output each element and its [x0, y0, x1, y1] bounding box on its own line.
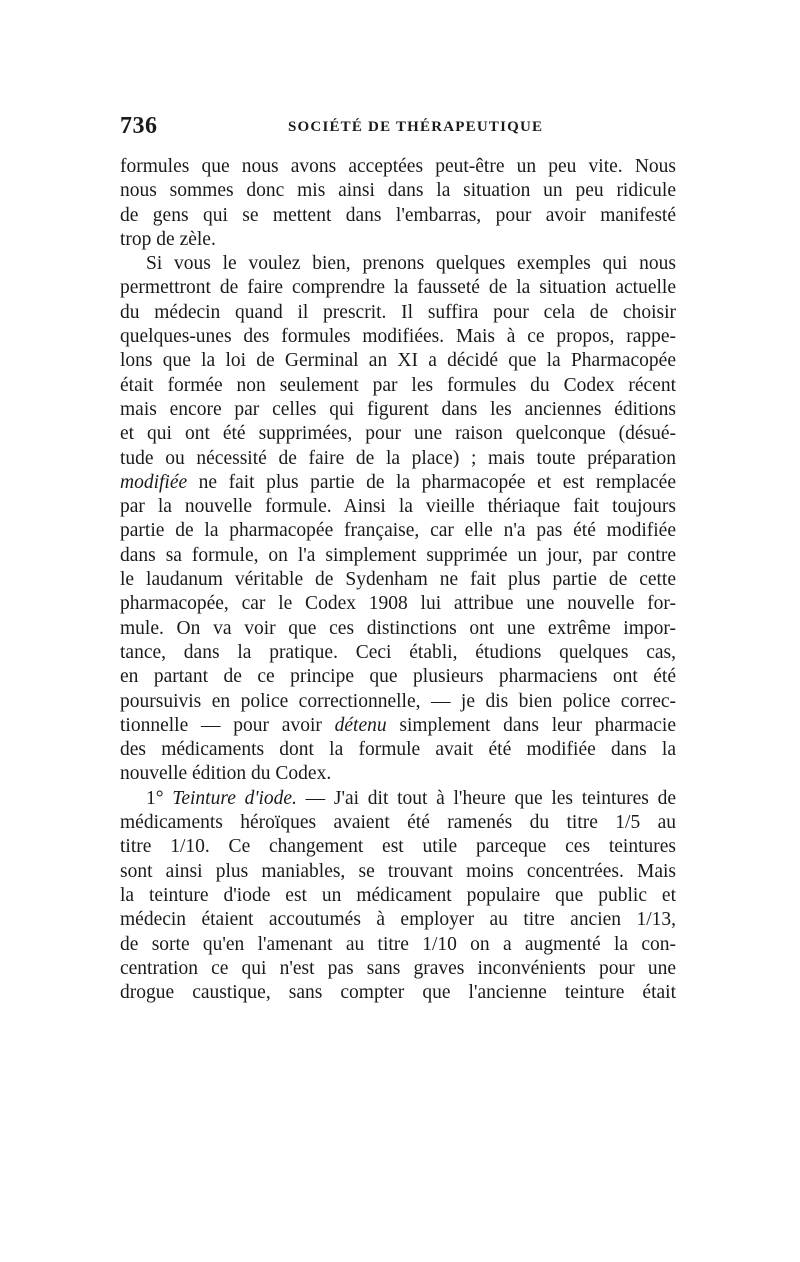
line-start: tionnelle — pour avoir: [120, 714, 335, 736]
text-line: quelques-unes des formules modifiées. Mais à ce propos, rappe-: [120, 326, 676, 348]
text-line: mais encore par celles qui figurent dans les anciennes éditions: [120, 398, 676, 420]
text-line: était formée non seulement par les formules du Codex récent: [120, 374, 676, 396]
text-line: partie de la pharmacopée française, car elle n'a pas été modifiée: [120, 520, 676, 542]
line-rest: ne fait plus partie de la pharmacopée et est remplacée: [187, 471, 676, 493]
section-number: 1°: [146, 787, 173, 809]
section-title: Teinture d'iode.: [172, 787, 297, 809]
text-line: lons que la loi de Germinal an XI a décidé que la Pharmacopée: [120, 350, 676, 372]
text-line: du médecin quand il prescrit. Il suffira pour cela de choisir: [120, 301, 676, 323]
italic-word: détenu: [334, 714, 387, 736]
text-line: médicaments héroïques avaient été ramenés du titre 1/5 au: [120, 812, 676, 834]
text-line: poursuivis en police correctionnelle, — je dis bien police correc-: [120, 690, 676, 712]
text-line: [120, 714, 676, 738]
text-line: mule. On va voir que ces distinctions ont une extrême impor-: [120, 617, 676, 639]
running-head: SOCIÉTÉ DE THÉRAPEUTIQUE: [288, 119, 544, 135]
text-line: et qui ont été supprimées, pour une raison quelconque (désué-: [120, 423, 676, 445]
page-number: 736: [120, 113, 158, 139]
body-text: [120, 155, 676, 1005]
paragraph-start-line: Si vous le voulez bien, prenons quelques exemples qui nous: [146, 253, 676, 275]
italic-word: modifiée: [120, 471, 188, 493]
text-line: tude ou nécessité de faire de la place) ; mais toute préparation: [120, 447, 676, 469]
text-line: tance, dans la pratique. Ceci établi, étudions quelques cas,: [120, 641, 676, 663]
text-line: nouvelle édition du Codex.: [120, 763, 332, 785]
text-line: médecin étaient accoutumés à employer au titre ancien 1/13,: [120, 909, 676, 931]
line-rest: — J'ai dit tout à l'heure que les teintures de: [296, 787, 676, 809]
line-rest: simplement dans leur pharmacie: [386, 714, 676, 736]
text-line: de sorte qu'en l'amenant au titre 1/10 on a augmenté la con-: [120, 933, 676, 955]
text-line: trop de zèle.: [120, 228, 216, 250]
text-line: centration ce qui n'est pas sans graves inconvénients pour une: [120, 957, 676, 979]
text-line: sont ainsi plus maniables, se trouvant moins concentrées. Mais: [120, 860, 676, 882]
text-line: formules que nous avons acceptées peut-être un peu vite. Nous: [120, 156, 676, 177]
page-header: [120, 113, 680, 143]
text-line: des médicaments dont la formule avait été modifiée dans la: [120, 739, 676, 761]
text-line: la teinture d'iode est un médicament populaire que public et: [120, 884, 676, 906]
text-line: de gens qui se mettent dans l'embarras, pour avoir manifesté: [120, 204, 676, 226]
text-line: le laudanum véritable de Sydenham ne fait plus partie de cette: [120, 569, 676, 591]
text-line: en partant de ce principe que plusieurs pharmaciens ont été: [120, 666, 676, 688]
text-line: titre 1/10. Ce changement est utile parceque ces teintures: [120, 836, 676, 858]
paragraph-start-line: [120, 787, 676, 811]
text-line: dans sa formule, on l'a simplement supprimée un jour, par contre: [120, 544, 676, 566]
text-line: nous sommes donc mis ainsi dans la situation un peu ridicule: [120, 180, 676, 202]
text-line: par la nouvelle formule. Ainsi la vieille thériaque fait toujours: [120, 496, 676, 518]
text-line: pharmacopée, car le Codex 1908 lui attribue une nouvelle for-: [120, 593, 676, 615]
text-line: permettront de faire comprendre la fausseté de la situation actuelle: [120, 277, 676, 299]
text-line: [120, 471, 676, 495]
text-line: drogue caustique, sans compter que l'ancienne teinture était: [120, 982, 676, 1004]
